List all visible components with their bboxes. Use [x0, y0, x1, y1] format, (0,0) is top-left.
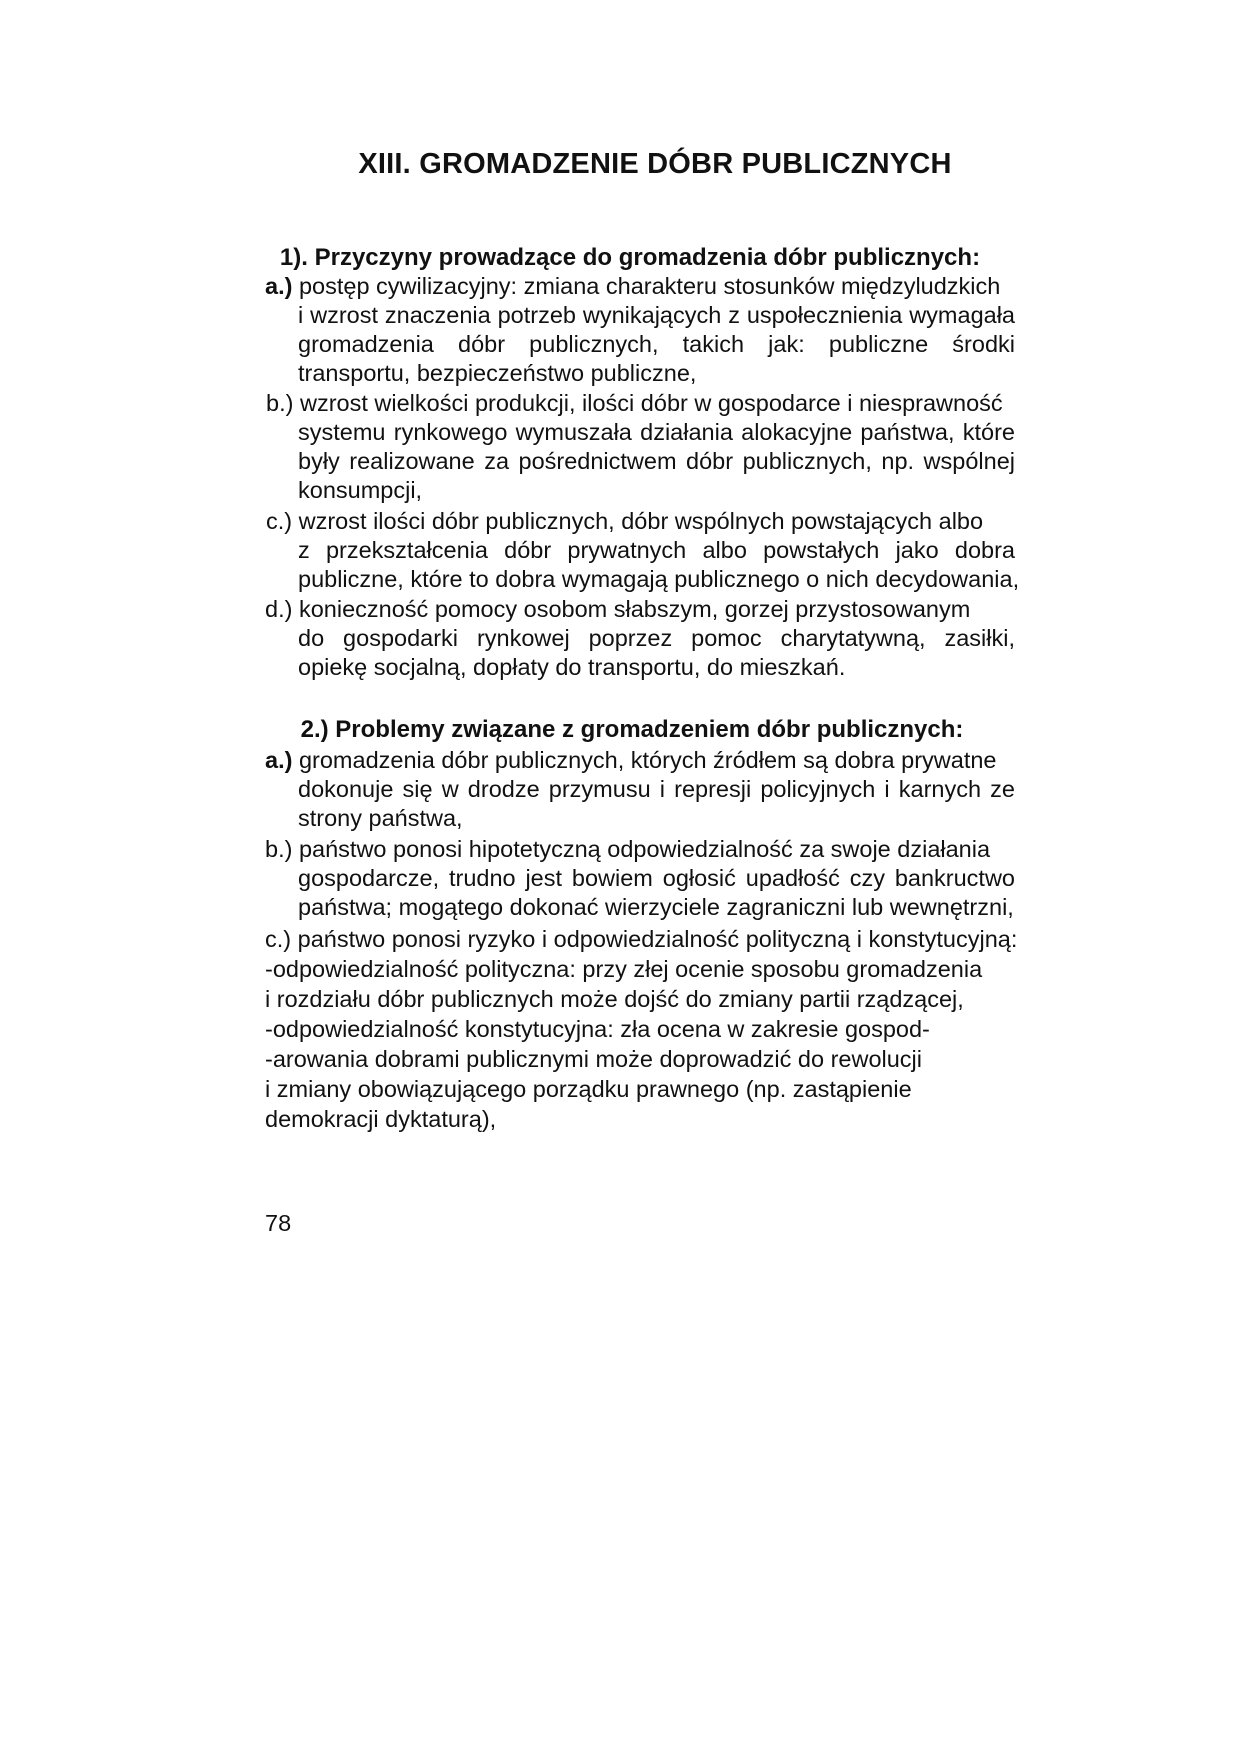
section-1-heading: 1). Przyczyny prowadzące do gromadzenia dóbr publicznych: [279, 244, 981, 271]
list-item-label: c.) [266, 508, 293, 534]
list-item-line: a.) postęp cywilizacyjny: zmiana charakteru stosunków międzyludzkich [265, 273, 1001, 299]
list-item-line: i zmiany obowiązującego porządku prawnego (np. zastąpienie [265, 1076, 912, 1102]
list-item-label: b.) [266, 390, 294, 416]
list-item-line: systemu rynkowego wymuszała działania alokacyjne państwa, które [298, 419, 1015, 445]
list-item-line: gospodarcze, trudno jest bowiem ogłosić upadłość czy bankructwo [298, 865, 1015, 891]
list-item-line: a.) gromadzenia dóbr publicznych, których źródłem są dobra prywatne [265, 747, 997, 773]
list-item-line: i rozdziału dóbr publicznych może dojść do zmiany partii rządzącej, [265, 986, 964, 1012]
list-item-line: gromadzenia dóbr publicznych, takich jak: publiczne środki [298, 331, 1015, 357]
section-2-heading: 2.) Problemy związane z gromadzeniem dóbr publicznych: [300, 716, 964, 743]
list-item-line: publiczne, które to dobra wymagają publicznego o nich decydowania, [298, 566, 1020, 592]
list-item-label: b.) [265, 836, 293, 862]
list-item-line: -odpowiedzialność konstytucyjna: zła ocena w zakresie gospod- [265, 1016, 930, 1042]
list-item-line: opiekę socjalną, dopłaty do transportu, do mieszkań. [298, 654, 846, 680]
list-item-line: dokonuje się w drodze przymusu i represji policyjnych i karnych ze [298, 776, 1015, 802]
list-item-line: i wzrost znaczenia potrzeb wynikających z uspołecznienia wymagała [298, 302, 1015, 328]
list-item-line: -odpowiedzialność polityczna: przy złej ocenie sposobu gromadzenia [265, 956, 983, 982]
list-item-line: c.) państwo ponosi ryzyko i odpowiedzialność polityczną i konstytucyjną: [265, 926, 1018, 952]
list-item-line: były realizowane za pośrednictwem dóbr publicznych, np. wspólnej [298, 448, 1015, 474]
list-item-line: do gospodarki rynkowej poprzez pomoc charytatywną, zasiłki, [298, 625, 1015, 651]
list-item-line: państwa; mogątego dokonać wierzyciele zagraniczni lub wewnętrzni, [298, 894, 1014, 920]
list-item-line: konsumpcji, [298, 477, 423, 503]
list-item-line: strony państwa, [298, 805, 463, 831]
list-item-label: c.) [265, 926, 292, 952]
list-item-line: demokracji dyktaturą), [265, 1106, 497, 1132]
list-item-line: d.) konieczność pomocy osobom słabszym, gorzej przystosowanym [265, 596, 971, 622]
page-number: 78 [265, 1210, 292, 1236]
list-item-line: -arowania dobrami publicznymi może doprowadzić do rewolucji [265, 1046, 922, 1072]
list-item-label: a.) [265, 747, 293, 773]
list-item-line: transportu, bezpieczeństwo publiczne, [298, 360, 697, 386]
list-item-label: d.) [265, 596, 293, 622]
list-item-line: c.) wzrost ilości dóbr publicznych, dóbr wspólnych powstających albo [266, 508, 984, 534]
chapter-title: XIII. GROMADZENIE DÓBR PUBLICZNYCH [358, 148, 952, 180]
list-item-line: b.) państwo ponosi hipotetyczną odpowiedzialność za swoje działania [265, 836, 991, 862]
list-item-label: a.) [265, 273, 293, 299]
list-item-line: b.) wzrost wielkości produkcji, ilości dóbr w gospodarce i niesprawność [266, 390, 1003, 416]
list-item-line: z przekształcenia dóbr prywatnych albo powstałych jako dobra [298, 537, 1015, 563]
